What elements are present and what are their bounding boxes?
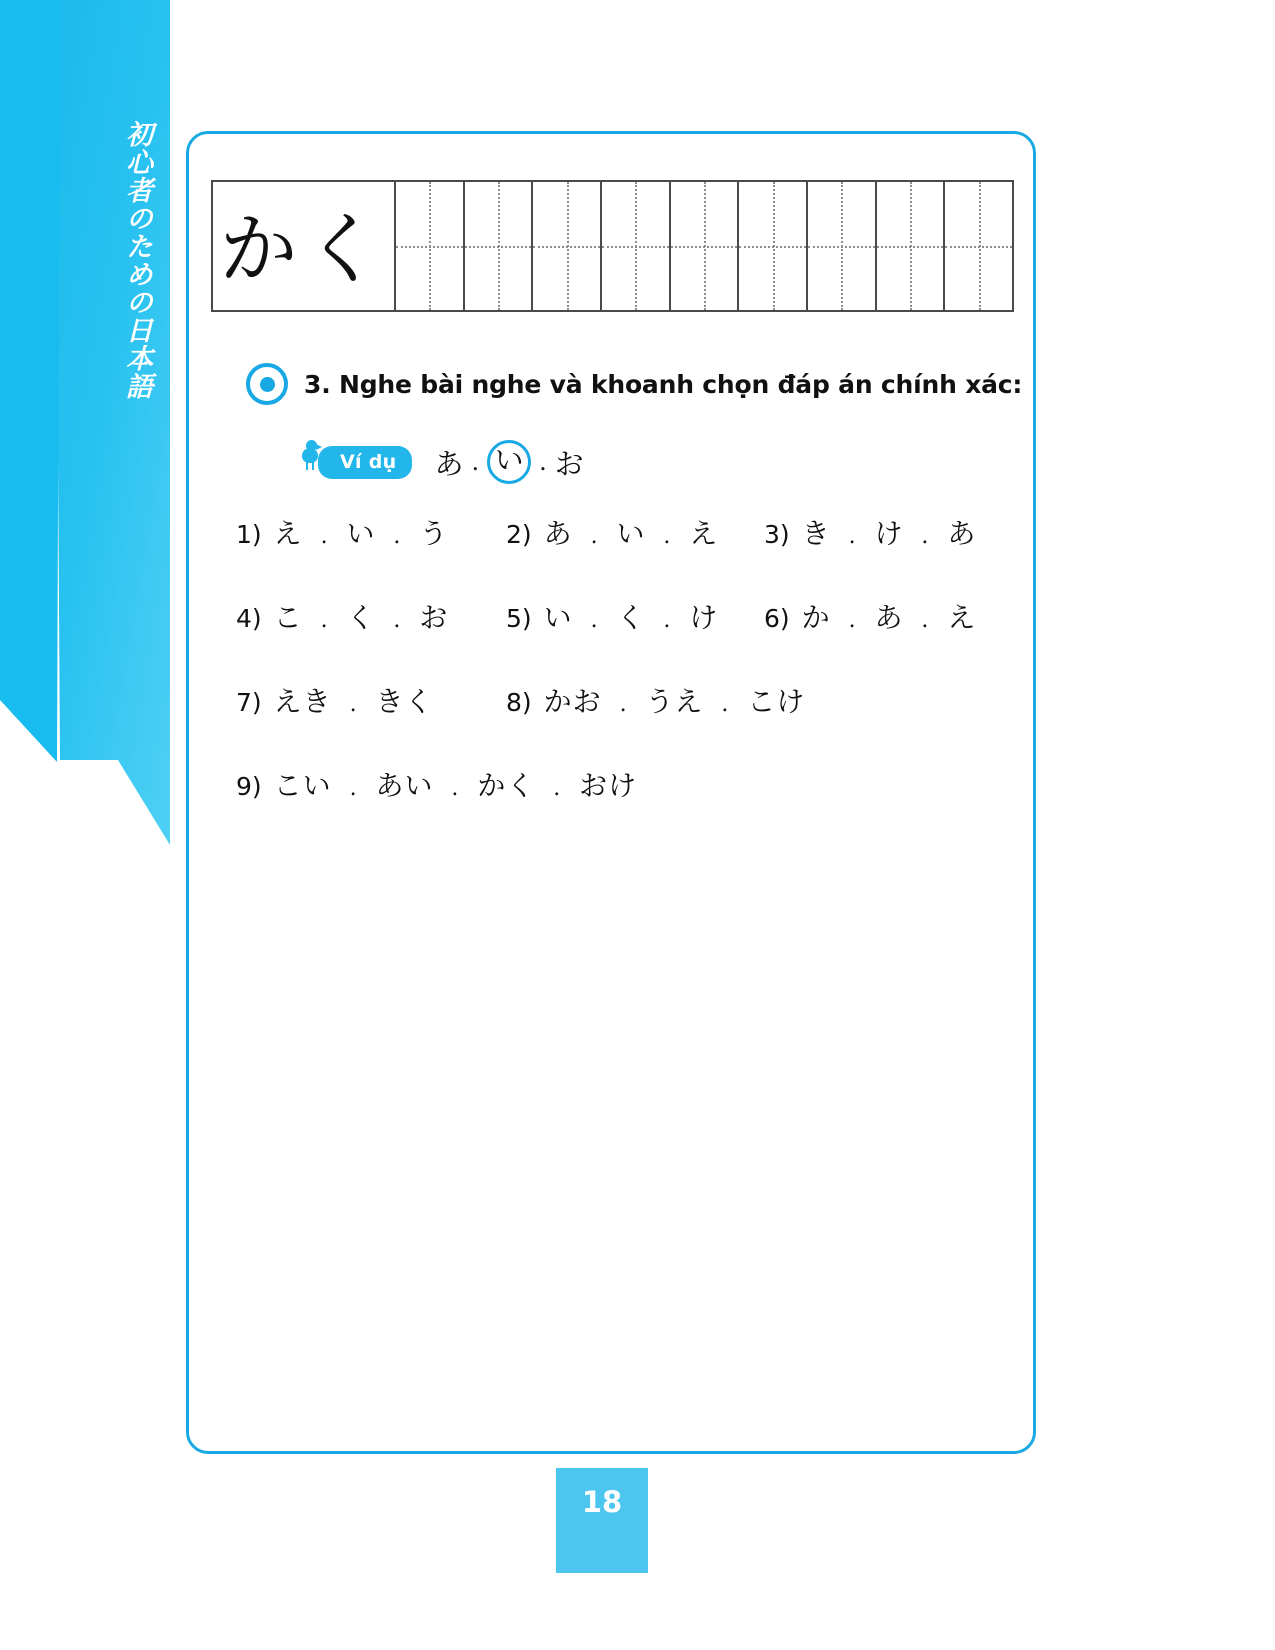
example-option[interactable]: あ [434, 446, 464, 481]
question-item [764, 512, 976, 552]
question-options [274, 512, 449, 552]
example-badge [318, 446, 412, 479]
option[interactable]: こ [273, 601, 303, 634]
example-separator: . [471, 448, 480, 476]
option[interactable]: あい [375, 769, 434, 802]
question-number: 7) [236, 688, 262, 717]
option[interactable]: い [616, 517, 646, 550]
option[interactable]: えき [273, 685, 332, 718]
question-item [236, 680, 506, 720]
exercise-heading [246, 363, 1022, 405]
practice-grid-cell[interactable] [671, 182, 740, 310]
question-number: 6) [764, 604, 790, 633]
practice-grid-cell[interactable] [465, 182, 534, 310]
question-row [236, 512, 1016, 552]
option[interactable]: あ [874, 601, 904, 634]
practice-grid-cell[interactable] [877, 182, 946, 310]
audio-circle-icon [246, 363, 288, 405]
example-badge-label: Ví dụ [340, 450, 397, 473]
question-number: 3) [764, 520, 790, 549]
option[interactable]: い [346, 517, 376, 550]
exercise-title: 3. Nghe bài nghe và khoanh chọn đáp án chính xác: [304, 369, 1023, 399]
option[interactable]: う [419, 517, 449, 550]
question-options [274, 680, 434, 720]
example-row [318, 440, 584, 484]
option[interactable]: け [874, 517, 904, 550]
writing-practice-grid [211, 180, 1014, 312]
practice-grid-cell[interactable] [808, 182, 877, 310]
option[interactable]: か [801, 601, 831, 634]
option-separator: . [848, 608, 857, 633]
option[interactable]: き [801, 517, 831, 550]
question-item [236, 512, 506, 552]
practice-grid-cells [396, 182, 1012, 310]
question-row [236, 680, 1016, 720]
option[interactable]: おけ [579, 769, 638, 802]
option[interactable]: うえ [645, 685, 704, 718]
option-separator: . [393, 608, 402, 633]
option[interactable]: こい [273, 769, 332, 802]
option[interactable]: かお [543, 685, 602, 718]
option[interactable]: お [419, 601, 449, 634]
option[interactable]: い [543, 601, 573, 634]
question-number: 9) [236, 772, 262, 801]
option[interactable]: かく [477, 769, 536, 802]
question-list [236, 512, 1016, 848]
question-row [236, 596, 1016, 636]
question-number: 8) [506, 688, 532, 717]
option-separator: . [921, 524, 930, 549]
option[interactable]: こけ [747, 685, 806, 718]
practice-grid-cell[interactable] [739, 182, 808, 310]
option[interactable]: きく [375, 685, 434, 718]
option-separator: . [349, 776, 358, 801]
side-banner [0, 0, 170, 845]
question-options [544, 512, 719, 552]
option-separator: . [320, 608, 329, 633]
question-item [764, 596, 976, 636]
option-separator: . [451, 776, 460, 801]
practice-grid-cell[interactable] [533, 182, 602, 310]
example-separator: . [539, 448, 547, 476]
question-number: 4) [236, 604, 262, 633]
practice-grid-cell[interactable] [945, 182, 1012, 310]
question-options [274, 764, 638, 804]
question-options [274, 596, 449, 636]
option-separator: . [590, 524, 599, 549]
banner-vertical-title: 初心者のための日本語 [121, 120, 152, 400]
option-separator: . [721, 692, 730, 717]
question-item [506, 512, 764, 552]
example-options [434, 440, 583, 484]
option-separator: . [320, 524, 329, 549]
option-separator: . [349, 692, 358, 717]
question-options [544, 596, 719, 636]
option-separator: . [663, 608, 672, 633]
option-separator: . [619, 692, 628, 717]
option[interactable]: く [346, 601, 376, 634]
option-separator: . [921, 608, 930, 633]
page-number-badge: 18 [556, 1468, 648, 1573]
question-row [236, 764, 1016, 804]
question-number: 1) [236, 520, 262, 549]
option-separator: . [393, 524, 402, 549]
question-item [236, 596, 506, 636]
question-item [236, 764, 637, 804]
option[interactable]: け [689, 601, 719, 634]
example-option-circled[interactable]: い [487, 440, 531, 484]
practice-grid-cell[interactable] [396, 182, 465, 310]
question-number: 5) [506, 604, 532, 633]
option[interactable]: え [689, 517, 719, 550]
option-separator: . [663, 524, 672, 549]
option[interactable]: え [947, 601, 977, 634]
question-options [544, 680, 806, 720]
question-number: 2) [506, 520, 532, 549]
option[interactable]: え [273, 517, 303, 550]
practice-grid-lead-kana: かく [213, 182, 396, 310]
question-item [506, 680, 805, 720]
option-separator: . [590, 608, 599, 633]
option[interactable]: あ [543, 517, 573, 550]
question-item [506, 596, 764, 636]
option-separator: . [848, 524, 857, 549]
question-options [802, 596, 977, 636]
banner-shape-secondary [0, 0, 60, 762]
option[interactable]: く [616, 601, 646, 634]
option-separator: . [553, 776, 562, 801]
option[interactable]: あ [947, 517, 977, 550]
practice-grid-cell[interactable] [602, 182, 671, 310]
question-options [802, 512, 977, 552]
example-option[interactable]: お [554, 446, 584, 481]
bird-icon [300, 438, 322, 472]
